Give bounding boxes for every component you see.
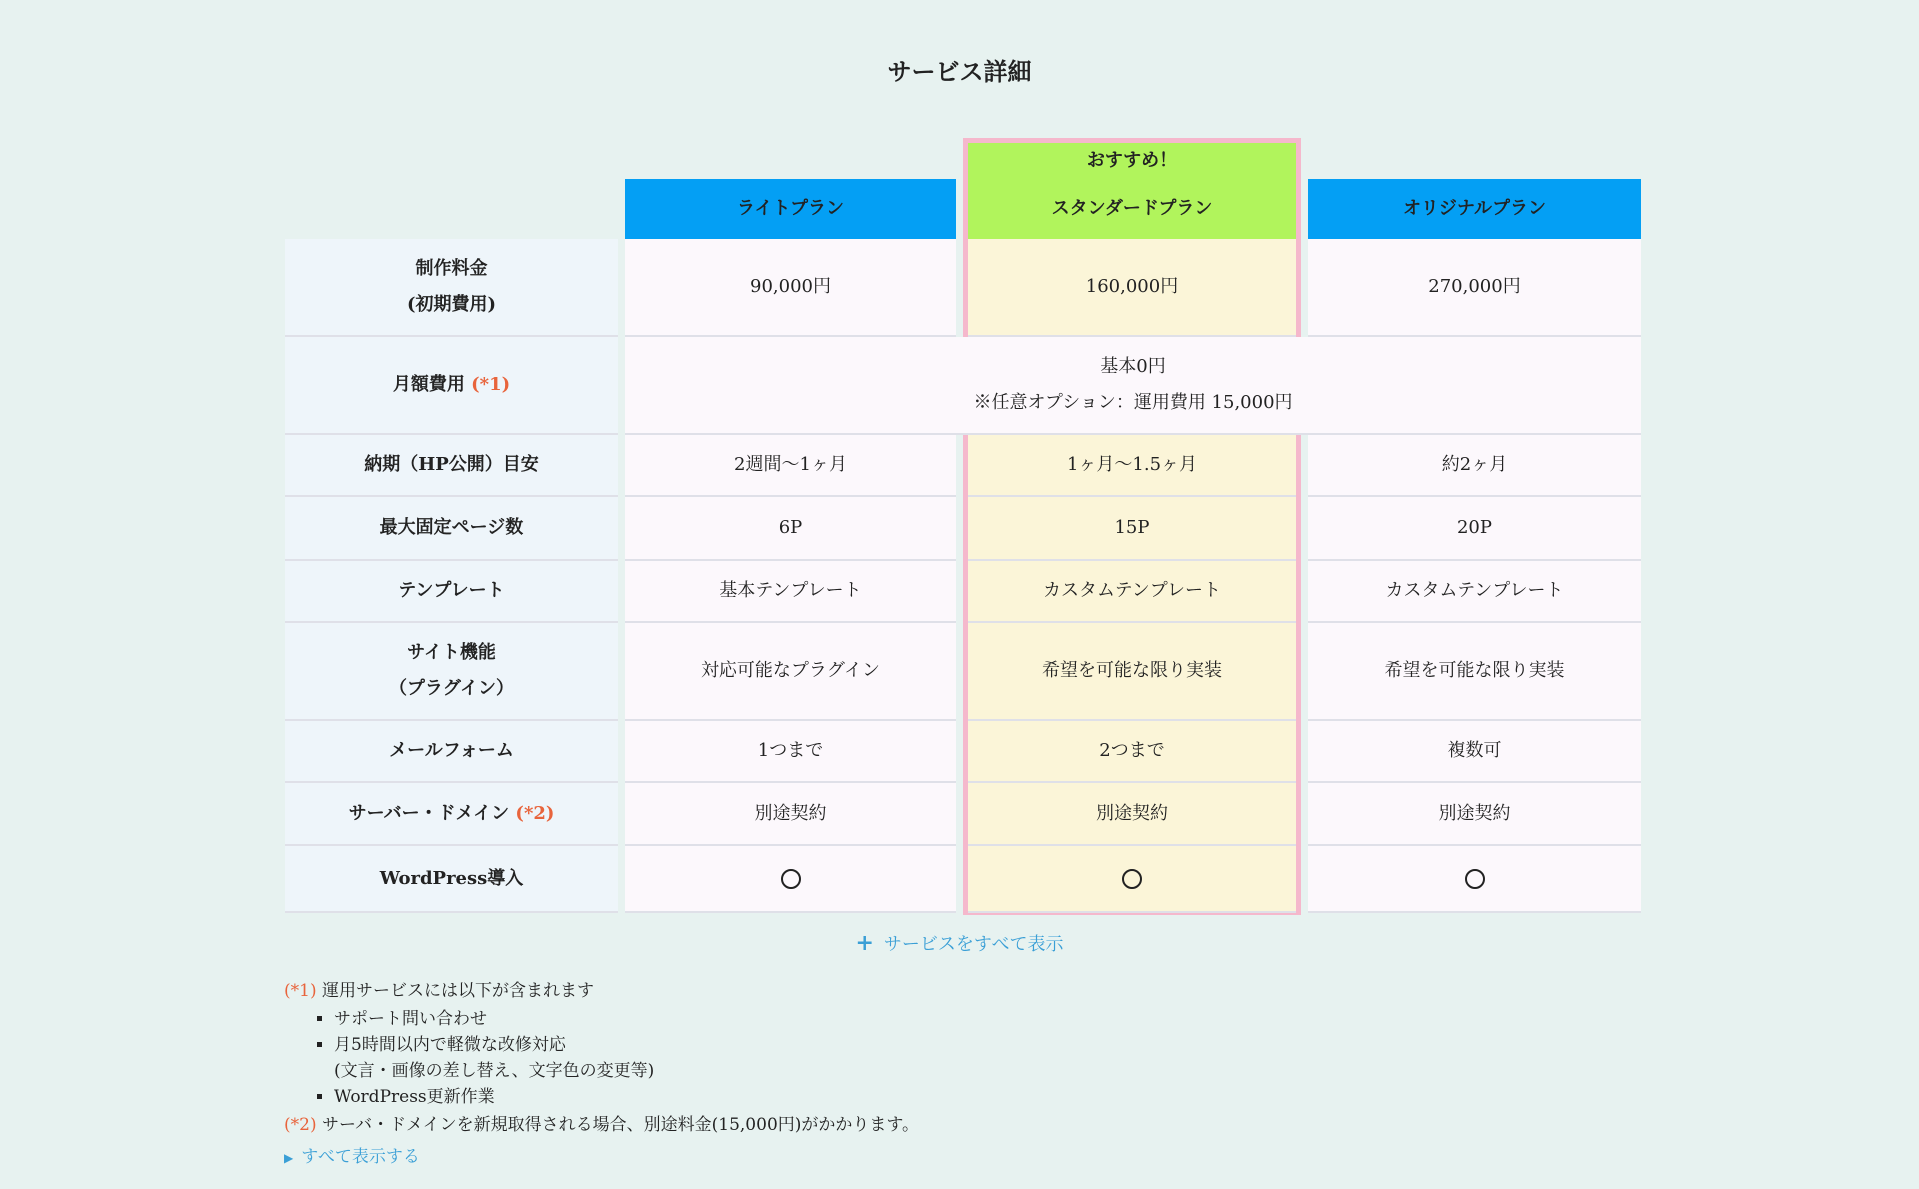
note-1 bbox=[284, 978, 919, 1004]
table-cell: 別途契約 bbox=[968, 783, 1296, 846]
monthly-fee-cell: 基本0円 ※任意オプション：運用費用 15,000円 bbox=[625, 337, 1641, 435]
table-cell: 90,000円 bbox=[625, 239, 956, 337]
table-cell bbox=[968, 846, 1296, 913]
table-cell: カスタムテンプレート bbox=[1308, 561, 1641, 623]
show-services-label: サービスをすべて表示 bbox=[883, 934, 1064, 955]
row-label: 納期（HP公開）目安 bbox=[285, 435, 618, 497]
footnotes bbox=[284, 978, 919, 1171]
table-cell: 2つまで bbox=[968, 721, 1296, 783]
row-label: テンプレート bbox=[285, 561, 618, 623]
table-cell bbox=[625, 846, 956, 913]
table-cell: 6P bbox=[625, 497, 956, 561]
list-item: ▪ WordPress更新作業 bbox=[334, 1084, 919, 1110]
circle-icon bbox=[1122, 869, 1142, 889]
circle-icon bbox=[781, 869, 801, 889]
plus-icon: + bbox=[855, 930, 874, 956]
show-all-services-link[interactable] bbox=[0, 930, 1919, 956]
table-cell: 基本テンプレート bbox=[625, 561, 956, 623]
show-all-toggle[interactable]: ▶ すべて表示する bbox=[284, 1147, 420, 1167]
table-cell: 1ヶ月〜1.5ヶ月 bbox=[968, 435, 1296, 497]
recommend-badge: おすすめ！ bbox=[1086, 150, 1178, 171]
table-cell: 2週間〜1ヶ月 bbox=[625, 435, 956, 497]
header-original-plan: オリジナルプラン bbox=[1308, 179, 1641, 239]
table-cell: 270,000円 bbox=[1308, 239, 1641, 337]
row-label: 月額費用 (*1) bbox=[285, 337, 618, 435]
note-2-mark: (*2) bbox=[284, 1115, 317, 1135]
table-cell: 15P bbox=[968, 497, 1296, 561]
note-1-list bbox=[284, 1006, 919, 1110]
list-item: ▪ サポート問い合わせ bbox=[334, 1006, 919, 1032]
note-2-text: サーバ・ドメインを新規取得される場合、別途料金(15,000円)がかかります。 bbox=[322, 1115, 920, 1135]
table-cell: カスタムテンプレート bbox=[968, 561, 1296, 623]
table-cell: 20P bbox=[1308, 497, 1641, 561]
table-cell: 複数可 bbox=[1308, 721, 1641, 783]
table-cell: 希望を可能な限り実装 bbox=[1308, 623, 1641, 721]
table-cell: 希望を可能な限り実装 bbox=[968, 623, 1296, 721]
row-label: 制作料金 (初期費用) bbox=[285, 239, 618, 337]
row-label: メールフォーム bbox=[285, 721, 618, 783]
row-label: サイト機能 （プラグイン） bbox=[285, 623, 618, 721]
table-cell: 1つまで bbox=[625, 721, 956, 783]
header-standard-plan: スタンダードプラン bbox=[968, 179, 1296, 239]
table-cell bbox=[1308, 846, 1641, 913]
list-item: ▪ 月5時間以内で軽微な改修対応 (文言・画像の差し替え、文字色の変更等) bbox=[334, 1032, 919, 1084]
circle-icon bbox=[1465, 869, 1485, 889]
note-1-mark: (*1) bbox=[284, 981, 317, 1001]
header-lite-plan: ライトプラン bbox=[625, 179, 956, 239]
row-label: サーバー・ドメイン (*2) bbox=[285, 783, 618, 846]
page-title: サービス詳細 bbox=[887, 57, 1032, 86]
triangle-right-icon: ▶ bbox=[284, 1151, 294, 1165]
table-cell: 別途契約 bbox=[1308, 783, 1641, 846]
table-cell: 約2ヶ月 bbox=[1308, 435, 1641, 497]
corner-cell bbox=[285, 179, 618, 239]
table-cell: 160,000円 bbox=[968, 239, 1296, 337]
row-label: 最大固定ページ数 bbox=[285, 497, 618, 561]
note-2 bbox=[284, 1112, 919, 1138]
row-label: WordPress導入 bbox=[285, 846, 618, 913]
table-cell: 対応可能なプラグイン bbox=[625, 623, 956, 721]
note-1-text: 運用サービスには以下が含まれます bbox=[322, 981, 594, 1001]
table-cell: 別途契約 bbox=[625, 783, 956, 846]
